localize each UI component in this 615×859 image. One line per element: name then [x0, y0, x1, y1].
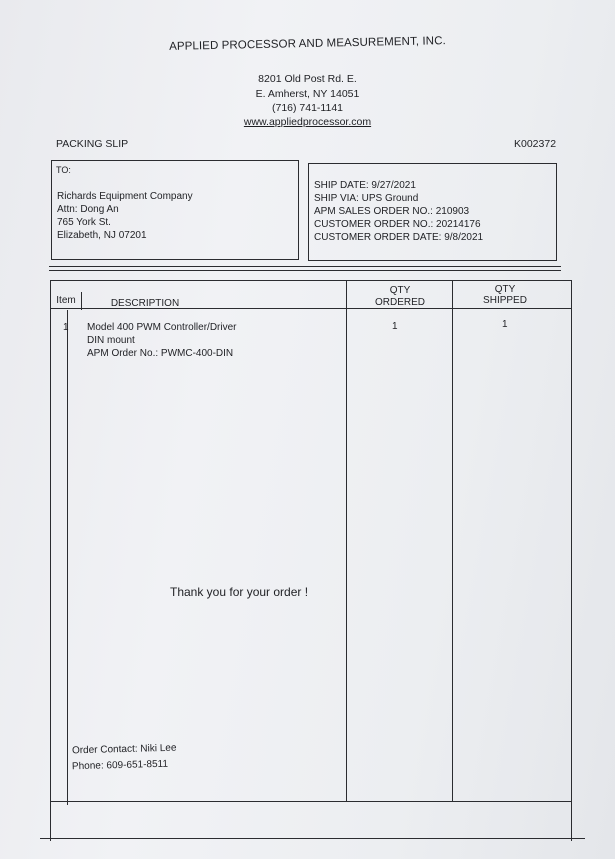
col-header-item: Item	[56, 295, 76, 306]
items-table	[50, 280, 572, 841]
customer-order-number: CUSTOMER ORDER NO.: 20214176	[314, 219, 481, 230]
shipped-col-divider	[452, 281, 453, 801]
separator-rule-top	[49, 266, 561, 267]
apm-sales-order: APM SALES ORDER NO.: 210903	[314, 206, 470, 217]
row-qty-ordered: 1	[392, 321, 398, 332]
row-description-line1: Model 400 PWM Controller/Driver	[87, 322, 237, 333]
thank-you-message: Thank you for your order !	[170, 585, 309, 599]
company-address-line2: E. Amherst, NY 14051	[255, 88, 360, 100]
page-bottom-rule	[40, 838, 585, 839]
col-header-qty-ordered-2: ORDERED	[374, 297, 425, 308]
col-header-qty-shipped-2: SHIPPED	[483, 295, 527, 306]
row-qty-shipped: 1	[502, 319, 508, 330]
row-description-line3: APM Order No.: PWMC-400-DIN	[87, 348, 234, 359]
row-item-number: 1	[63, 322, 69, 333]
item-col-divider	[81, 292, 82, 310]
ship-to-box	[51, 160, 299, 260]
shipping-info-box	[308, 163, 557, 261]
item-col-divider-body	[67, 310, 68, 805]
ship-to-street: 765 York St.	[57, 217, 111, 228]
ship-to-name: Richards Equipment Company	[57, 191, 193, 202]
col-header-qty-shipped-1: QTY	[494, 284, 516, 295]
order-contact: Order Contact: Niki Lee	[71, 742, 177, 757]
company-address-line1: 8201 Old Post Rd. E.	[258, 73, 357, 85]
ship-via: SHIP VIA: UPS Ground	[314, 193, 419, 204]
ordered-col-divider	[346, 281, 347, 801]
document-number: K002372	[514, 138, 557, 150]
document-title: PACKING SLIP	[56, 138, 129, 150]
contact-phone: Phone: 609-651-8511	[71, 758, 169, 773]
col-header-description: DESCRIPTION	[110, 298, 180, 309]
col-header-qty-ordered-1: QTY	[389, 285, 411, 296]
company-phone: (716) 741-1141	[271, 102, 344, 114]
company-name: APPLIED PROCESSOR AND MEASUREMENT, INC.	[169, 35, 446, 53]
customer-order-date: CUSTOMER ORDER DATE: 9/8/2021	[314, 232, 484, 243]
company-website-link[interactable]: www.appliedprocessor.com	[243, 116, 372, 128]
ship-to-label: TO:	[56, 165, 71, 175]
table-footer-rule	[51, 801, 571, 802]
ship-to-city: Elizabeth, NJ 07201	[57, 230, 147, 241]
row-description-line2: DIN mount	[87, 335, 135, 346]
ship-date: SHIP DATE: 9/27/2021	[314, 180, 416, 191]
ship-to-attn: Attn: Dong An	[57, 204, 119, 215]
separator-rule-bottom	[49, 270, 561, 271]
